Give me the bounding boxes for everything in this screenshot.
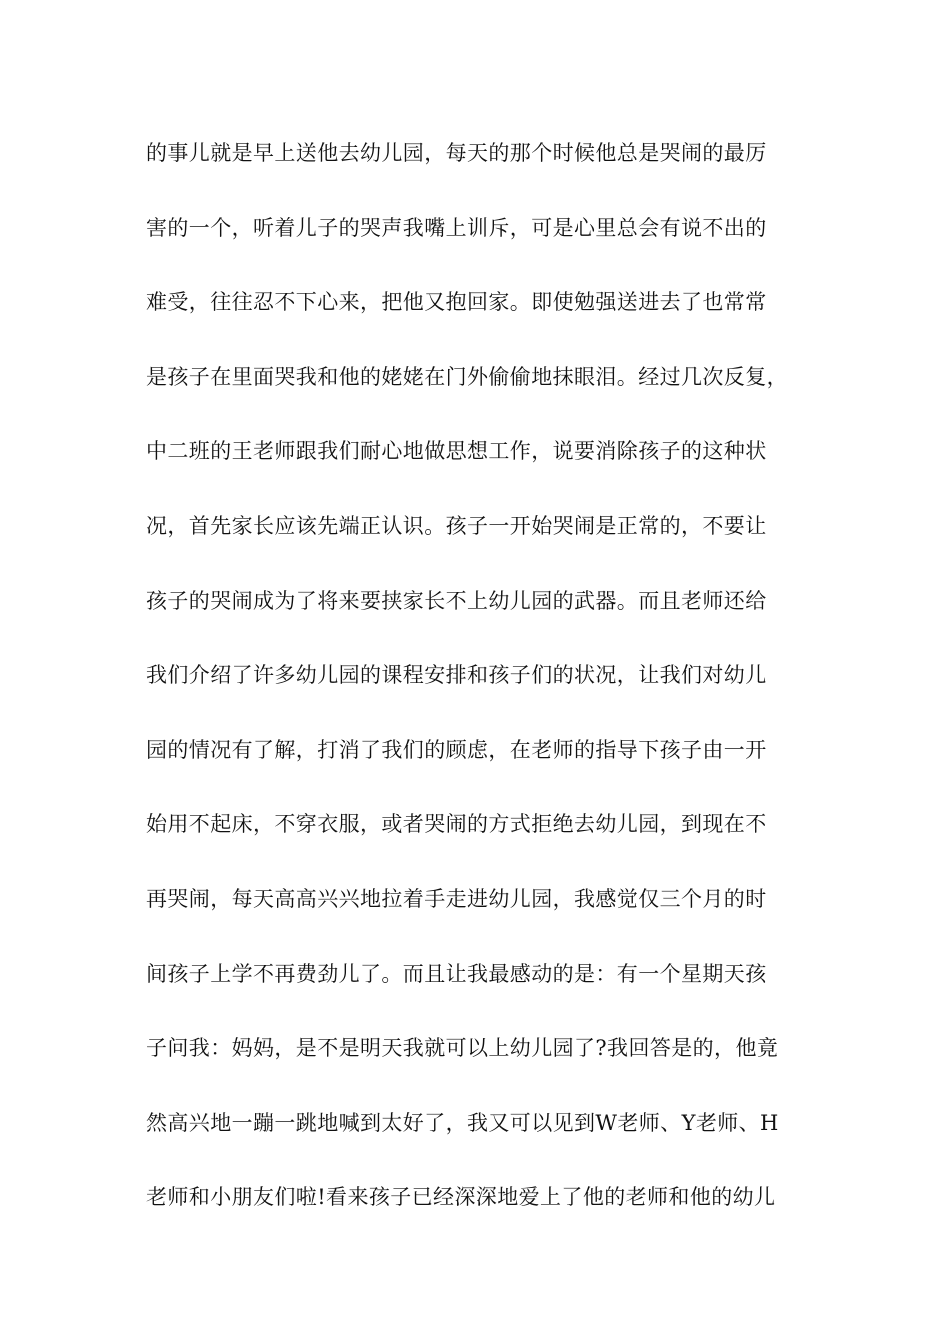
text-line: 子问我：妈妈，是不是明天我就可以上幼儿园了?我回答是的，他竟 bbox=[146, 1036, 779, 1061]
text-line: 园的情况有了解，打消了我们的顾虑，在老师的指导下孩子由一开 bbox=[146, 737, 767, 762]
text-line: 老师和小朋友们啦!看来孩子已经深深地爱上了他的老师和他的幼儿 bbox=[146, 1185, 776, 1210]
text-line: 的事儿就是早上送他去幼儿园，每天的那个时候他总是哭闹的最厉 bbox=[146, 141, 767, 165]
text-line: 况，首先家长应该先端正认识。孩子一开始哭闹是正常的，不要让 bbox=[146, 513, 767, 538]
text-line: 始用不起床，不穿衣服，或者哭闹的方式拒绝去幼儿园，到现在不 bbox=[146, 812, 767, 837]
text-line: 害的一个，听着儿子的哭声我嘴上训斥，可是心里总会有说不出的 bbox=[146, 215, 767, 240]
body-text bbox=[146, 126, 836, 1245]
text-line: 再哭闹，每天高高兴兴地拉着手走进幼儿园，我感觉仅三个月的时 bbox=[146, 886, 767, 911]
text-line: 然高兴地一蹦一跳地喊到太好了，我又可以见到W老师、Y老师、H bbox=[146, 1110, 779, 1135]
text-line: 间孩子上学不再费劲儿了。而且让我最感动的是：有一个星期天孩 bbox=[146, 961, 767, 986]
text-line: 中二班的王老师跟我们耐心地做思想工作，说要消除孩子的这种状 bbox=[146, 439, 767, 464]
text-line: 孩子的哭闹成为了将来要挟家长不上幼儿园的武器。而且老师还给 bbox=[146, 588, 767, 613]
text-line: 难受，往往忍不下心来，把他又抱回家。即使勉强送进去了也常常 bbox=[146, 290, 767, 315]
text-line: 是孩子在里面哭我和他的姥姥在门外偷偷地抹眼泪。经过几次反复， bbox=[146, 364, 788, 389]
text-line: 我们介绍了许多幼儿园的课程安排和孩子们的状况，让我们对幼儿 bbox=[146, 663, 767, 688]
